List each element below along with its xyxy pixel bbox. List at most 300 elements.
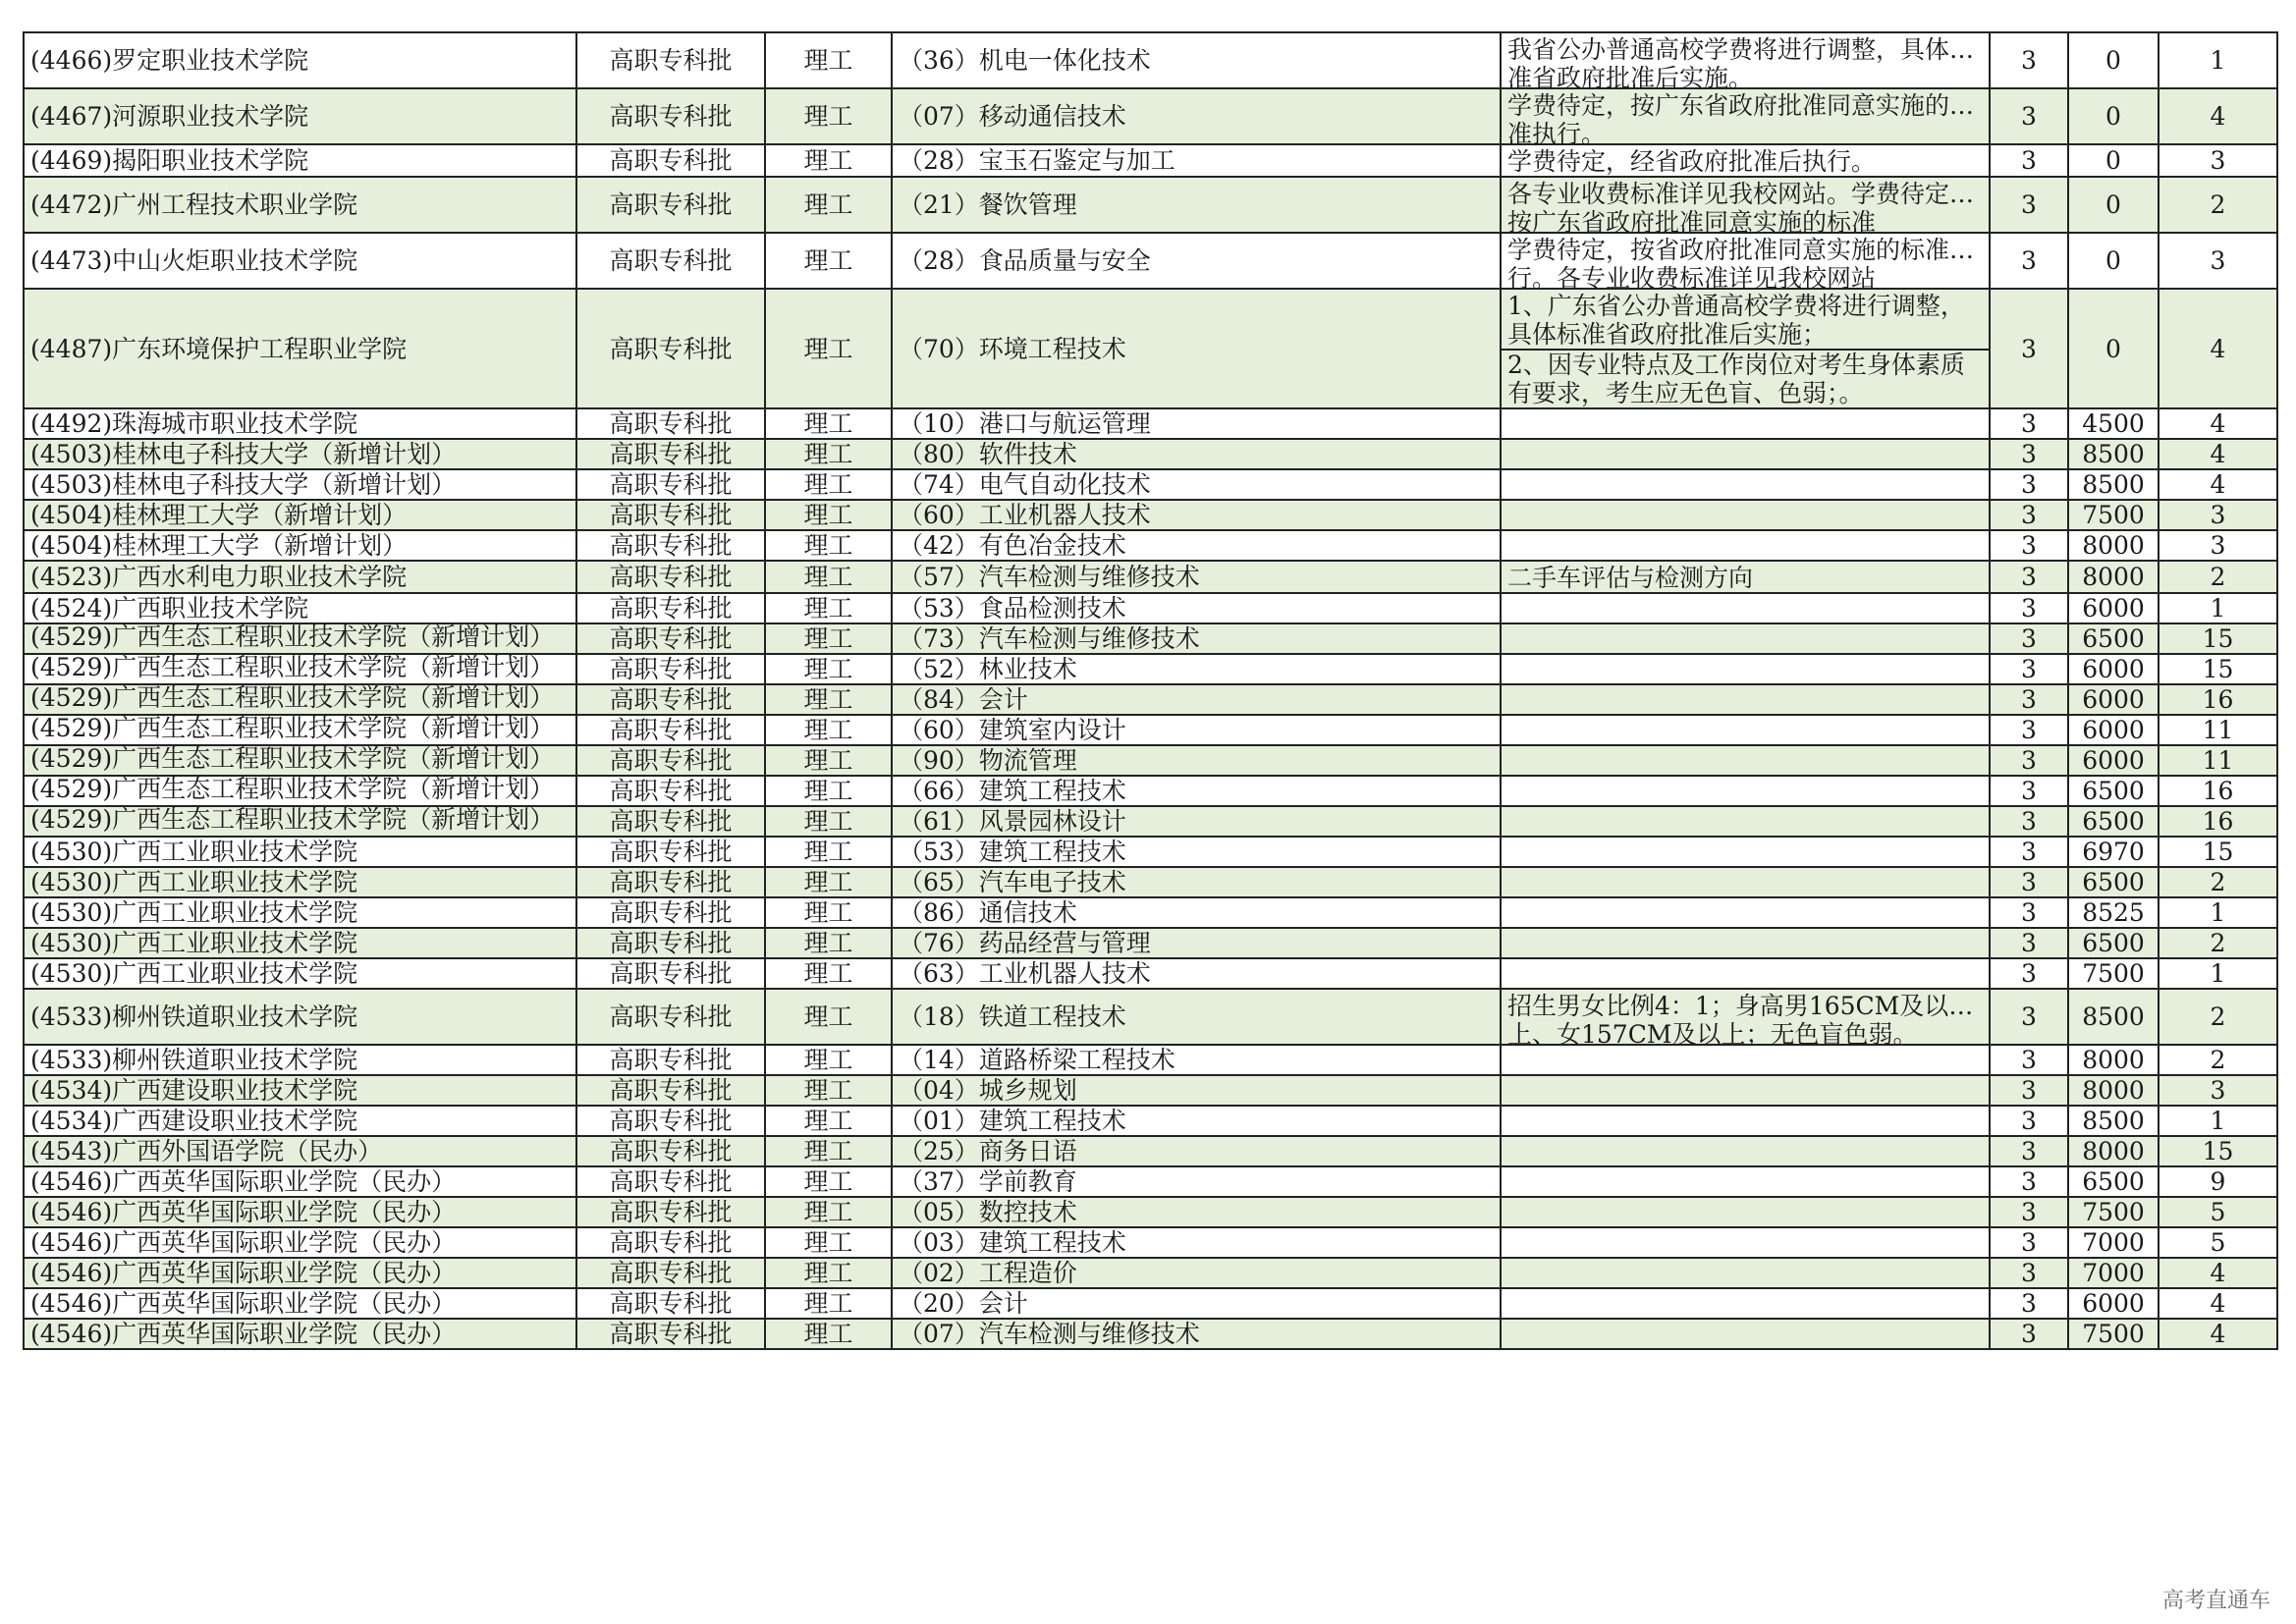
major-cell: （76）药品经营与管理 [892, 928, 1501, 958]
note-cell [1501, 32, 1990, 92]
major-cell: （37）学前教育 [892, 1166, 1501, 1197]
plan-cell: 3 [2159, 144, 2277, 177]
table-row [24, 561, 2277, 593]
school-cell: (4503)桂林电子科技大学（新增计划） [24, 439, 576, 469]
admission-plan-table [23, 31, 2278, 1350]
school-cell: (4487)广东环境保护工程职业学院 [24, 289, 576, 408]
note-cell [1501, 958, 1990, 989]
major-cell: （52）林业技术 [892, 654, 1501, 684]
plan-cell: 2 [2159, 177, 2277, 233]
major-cell: （53）食品检测技术 [892, 593, 1501, 623]
note-cell [1501, 1136, 1990, 1166]
school-cell: (4534)广西建设职业技术学院 [24, 1075, 576, 1106]
major-cell: （80）软件技术 [892, 439, 1501, 469]
note-cell [1501, 439, 1990, 469]
years-cell: 3 [1990, 928, 2068, 958]
years-cell: 3 [1990, 1136, 2068, 1166]
note-cell [1501, 989, 1990, 1049]
fee-cell: 0 [2068, 233, 2159, 289]
batch-cell: 高职专科批 [576, 88, 765, 144]
plan-cell: 15 [2159, 623, 2277, 654]
table-row [24, 289, 2277, 408]
fee-cell: 8000 [2068, 1045, 2159, 1075]
batch-cell: 高职专科批 [576, 989, 765, 1045]
major-cell: （57）汽车检测与维修技术 [892, 561, 1501, 593]
plan-cell: 3 [2159, 500, 2277, 530]
category-cell: 理工 [765, 1075, 892, 1106]
batch-cell: 高职专科批 [576, 654, 765, 684]
school-cell: (4472)广州工程技术职业学院 [24, 177, 576, 233]
plan-cell: 4 [2159, 439, 2277, 469]
school-cell: (4529)广西生态工程职业技术学院（新增计划） [24, 715, 576, 745]
note-text: 学费待定，经省政府批准后执行。 [1507, 147, 1877, 176]
major-cell: （07）汽车检测与维修技术 [892, 1319, 1501, 1349]
plan-cell: 1 [2159, 32, 2277, 88]
plan-cell: 2 [2159, 1045, 2277, 1075]
school-cell: (4546)广西英华国际职业学院（民办） [24, 1288, 576, 1319]
table-row [24, 1258, 2277, 1288]
category-cell: 理工 [765, 1136, 892, 1166]
years-cell: 3 [1990, 958, 2068, 989]
note-cell [1501, 1227, 1990, 1258]
note-cell [1501, 684, 1990, 715]
school-cell: (4530)广西工业职业技术学院 [24, 958, 576, 989]
batch-cell: 高职专科批 [576, 684, 765, 715]
plan-cell: 4 [2159, 469, 2277, 500]
major-cell: （05）数控技术 [892, 1197, 1501, 1227]
school-cell: (4533)柳州铁道职业技术学院 [24, 1045, 576, 1075]
note-cell [1501, 1166, 1990, 1197]
school-cell: (4530)广西工业职业技术学院 [24, 867, 576, 897]
major-cell: （63）工业机器人技术 [892, 958, 1501, 989]
note-cell [1501, 806, 1990, 837]
school-cell: (4524)广西职业技术学院 [24, 593, 576, 623]
major-cell: （53）建筑工程技术 [892, 837, 1501, 867]
table-row [24, 1166, 2277, 1197]
plan-cell: 15 [2159, 837, 2277, 867]
category-cell: 理工 [765, 623, 892, 654]
years-cell: 3 [1990, 593, 2068, 623]
years-cell: 3 [1990, 1166, 2068, 1197]
plan-cell: 2 [2159, 928, 2277, 958]
fee-cell: 7500 [2068, 958, 2159, 989]
batch-cell: 高职专科批 [576, 745, 765, 776]
category-cell: 理工 [765, 897, 892, 928]
fee-cell: 7500 [2068, 1197, 2159, 1227]
table-row [24, 1288, 2277, 1319]
major-cell: （42）有色冶金技术 [892, 530, 1501, 561]
plan-cell: 3 [2159, 1075, 2277, 1106]
years-cell: 3 [1990, 623, 2068, 654]
category-cell: 理工 [765, 1197, 892, 1227]
fee-cell: 6500 [2068, 776, 2159, 806]
plan-cell: 15 [2159, 654, 2277, 684]
fee-cell: 8500 [2068, 1106, 2159, 1136]
table-row [24, 745, 2277, 776]
note-cell [1501, 530, 1990, 561]
plan-cell: 15 [2159, 1136, 2277, 1166]
batch-cell: 高职专科批 [576, 289, 765, 408]
fee-cell: 7000 [2068, 1258, 2159, 1288]
category-cell: 理工 [765, 989, 892, 1045]
table-row [24, 654, 2277, 684]
note-text: 二手车评估与检测方向 [1507, 564, 1754, 592]
note-cell [1501, 623, 1990, 654]
fee-cell: 6970 [2068, 837, 2159, 867]
batch-cell: 高职专科批 [576, 593, 765, 623]
batch-cell: 高职专科批 [576, 439, 765, 469]
school-cell: (4529)广西生态工程职业技术学院（新增计划） [24, 623, 576, 654]
major-cell: （03）建筑工程技术 [892, 1227, 1501, 1258]
batch-cell: 高职专科批 [576, 806, 765, 837]
batch-cell: 高职专科批 [576, 1227, 765, 1258]
note-text: 1、广东省公办普通高校学费将进行调整，具体标准省政府批准后实施； [1507, 292, 1965, 349]
note-cell [1501, 408, 1990, 439]
school-cell: (4503)桂林电子科技大学（新增计划） [24, 469, 576, 500]
major-cell: （21）餐饮管理 [892, 177, 1501, 233]
years-cell: 3 [1990, 88, 2068, 144]
years-cell: 3 [1990, 1288, 2068, 1319]
plan-cell: 11 [2159, 715, 2277, 745]
school-cell: (4534)广西建设职业技术学院 [24, 1106, 576, 1136]
note-text: 招生男女比例4：1；身高男165CM及以上、女157CM及以上；无色盲色弱。 [1507, 992, 1949, 1049]
batch-cell: 高职专科批 [576, 469, 765, 500]
major-cell: （20）会计 [892, 1288, 1501, 1319]
school-cell: (4546)广西英华国际职业学院（民办） [24, 1197, 576, 1227]
plan-cell: 11 [2159, 745, 2277, 776]
fee-cell: 0 [2068, 88, 2159, 144]
note-cell [1501, 1197, 1990, 1227]
watermark: 高考直通车 [2161, 1589, 2270, 1613]
fee-cell: 7500 [2068, 1319, 2159, 1349]
fee-cell: 6500 [2068, 1166, 2159, 1197]
table-row [24, 715, 2277, 745]
years-cell: 3 [1990, 530, 2068, 561]
school-cell: (4466)罗定职业技术学院 [24, 32, 576, 88]
category-cell: 理工 [765, 1258, 892, 1288]
note-cell [1501, 144, 1990, 177]
years-cell: 3 [1990, 32, 2068, 88]
category-cell: 理工 [765, 593, 892, 623]
note-cell [1501, 1319, 1990, 1349]
fee-cell: 6500 [2068, 867, 2159, 897]
category-cell: 理工 [765, 867, 892, 897]
school-cell: (4543)广西外国语学院（民办） [24, 1136, 576, 1166]
fee-cell: 7000 [2068, 1227, 2159, 1258]
category-cell: 理工 [765, 32, 892, 88]
table-row [24, 88, 2277, 144]
category-cell: 理工 [765, 469, 892, 500]
table-row [24, 177, 2277, 233]
category-cell: 理工 [765, 233, 892, 289]
plan-cell: 16 [2159, 806, 2277, 837]
plan-cell: 1 [2159, 1106, 2277, 1136]
school-cell: (4529)广西生态工程职业技术学院（新增计划） [24, 684, 576, 715]
table-row [24, 897, 2277, 928]
years-cell: 3 [1990, 561, 2068, 593]
plan-cell: 2 [2159, 989, 2277, 1045]
plan-cell: 1 [2159, 958, 2277, 989]
category-cell: 理工 [765, 806, 892, 837]
table-row [24, 144, 2277, 177]
fee-cell: 6500 [2068, 806, 2159, 837]
years-cell: 3 [1990, 715, 2068, 745]
school-cell: (4469)揭阳职业技术学院 [24, 144, 576, 177]
fee-cell: 6000 [2068, 684, 2159, 715]
table-row [24, 593, 2277, 623]
batch-cell: 高职专科批 [576, 1319, 765, 1349]
years-cell: 3 [1990, 1106, 2068, 1136]
fee-cell: 0 [2068, 32, 2159, 88]
fee-cell: 6000 [2068, 593, 2159, 623]
table-row [24, 684, 2277, 715]
fee-cell: 0 [2068, 289, 2159, 408]
note-cell [1501, 233, 1990, 293]
batch-cell: 高职专科批 [576, 928, 765, 958]
school-cell: (4529)广西生态工程职业技术学院（新增计划） [24, 745, 576, 776]
category-cell: 理工 [765, 500, 892, 530]
table-row [24, 776, 2277, 806]
years-cell: 3 [1990, 897, 2068, 928]
years-cell: 3 [1990, 1045, 2068, 1075]
fee-cell: 6000 [2068, 1288, 2159, 1319]
note-cell [1501, 1288, 1990, 1319]
note-cell [1501, 654, 1990, 684]
batch-cell: 高职专科批 [576, 1045, 765, 1075]
note-text: 我省公办普通高校学费将进行调整，具体标准省政府批准后实施。 [1507, 35, 1975, 92]
plan-cell: 4 [2159, 1258, 2277, 1288]
category-cell: 理工 [765, 289, 892, 408]
fee-cell: 6000 [2068, 654, 2159, 684]
table-row [24, 989, 2277, 1045]
category-cell: 理工 [765, 745, 892, 776]
years-cell: 3 [1990, 684, 2068, 715]
note-cell [1501, 289, 1990, 408]
note-cell [1501, 928, 1990, 958]
batch-cell: 高职专科批 [576, 1136, 765, 1166]
major-cell: （60）建筑室内设计 [892, 715, 1501, 745]
years-cell: 3 [1990, 837, 2068, 867]
note-cell [1501, 745, 1990, 776]
major-cell: （70）环境工程技术 [892, 289, 1501, 408]
major-cell: （86）通信技术 [892, 897, 1501, 928]
major-cell: （25）商务日语 [892, 1136, 1501, 1166]
school-cell: (4546)广西英华国际职业学院（民办） [24, 1166, 576, 1197]
school-cell: (4530)广西工业职业技术学院 [24, 897, 576, 928]
batch-cell: 高职专科批 [576, 1258, 765, 1288]
school-cell: (4530)广西工业职业技术学院 [24, 928, 576, 958]
batch-cell: 高职专科批 [576, 958, 765, 989]
table-row [24, 623, 2277, 654]
category-cell: 理工 [765, 958, 892, 989]
plan-cell: 4 [2159, 408, 2277, 439]
category-cell: 理工 [765, 1288, 892, 1319]
years-cell: 3 [1990, 989, 2068, 1045]
years-cell: 3 [1990, 439, 2068, 469]
table-row [24, 1045, 2277, 1075]
years-cell: 3 [1990, 654, 2068, 684]
school-cell: (4546)广西英华国际职业学院（民办） [24, 1258, 576, 1288]
school-cell: (4504)桂林理工大学（新增计划） [24, 500, 576, 530]
fee-cell: 6000 [2068, 745, 2159, 776]
fee-cell: 4500 [2068, 408, 2159, 439]
plan-cell: 4 [2159, 1319, 2277, 1349]
note-cell [1501, 561, 1990, 593]
plan-cell: 4 [2159, 289, 2277, 408]
fee-cell: 8000 [2068, 530, 2159, 561]
fee-cell: 8500 [2068, 439, 2159, 469]
major-cell: （90）物流管理 [892, 745, 1501, 776]
school-cell: (4529)广西生态工程职业技术学院（新增计划） [24, 806, 576, 837]
table-row [24, 1075, 2277, 1106]
fee-cell: 8525 [2068, 897, 2159, 928]
note-text: 学费待定，按广东省政府批准同意实施的标准执行。 [1507, 91, 1975, 148]
table-row [24, 233, 2277, 289]
batch-cell: 高职专科批 [576, 408, 765, 439]
batch-cell: 高职专科批 [576, 897, 765, 928]
batch-cell: 高职专科批 [576, 1166, 765, 1197]
fee-cell: 6500 [2068, 928, 2159, 958]
category-cell: 理工 [765, 144, 892, 177]
school-cell: (4504)桂林理工大学（新增计划） [24, 530, 576, 561]
years-cell: 3 [1990, 233, 2068, 289]
major-cell: （28）食品质量与安全 [892, 233, 1501, 289]
category-cell: 理工 [765, 928, 892, 958]
note-cell [1501, 1258, 1990, 1288]
major-cell: （04）城乡规划 [892, 1075, 1501, 1106]
category-cell: 理工 [765, 177, 892, 233]
years-cell: 3 [1990, 1319, 2068, 1349]
plan-cell: 5 [2159, 1227, 2277, 1258]
fee-cell: 6000 [2068, 715, 2159, 745]
table-row [24, 1197, 2277, 1227]
years-cell: 3 [1990, 469, 2068, 500]
category-cell: 理工 [765, 1045, 892, 1075]
fee-cell: 8500 [2068, 469, 2159, 500]
major-cell: （02）工程造价 [892, 1258, 1501, 1288]
fee-cell: 0 [2068, 144, 2159, 177]
note-cell [1501, 837, 1990, 867]
batch-cell: 高职专科批 [576, 837, 765, 867]
plan-cell: 16 [2159, 684, 2277, 715]
years-cell: 3 [1990, 500, 2068, 530]
category-cell: 理工 [765, 654, 892, 684]
years-cell: 3 [1990, 1075, 2068, 1106]
plan-cell: 1 [2159, 593, 2277, 623]
batch-cell: 高职专科批 [576, 233, 765, 289]
table-row [24, 837, 2277, 867]
table-row [24, 1319, 2277, 1349]
years-cell: 3 [1990, 1258, 2068, 1288]
school-cell: (4492)珠海城市职业技术学院 [24, 408, 576, 439]
major-cell: （28）宝玉石鉴定与加工 [892, 144, 1501, 177]
years-cell: 3 [1990, 776, 2068, 806]
fee-cell: 8000 [2068, 1075, 2159, 1106]
table-row [24, 1106, 2277, 1136]
batch-cell: 高职专科批 [576, 623, 765, 654]
note-cell [1501, 1106, 1990, 1136]
school-cell: (4546)广西英华国际职业学院（民办） [24, 1227, 576, 1258]
plan-cell: 4 [2159, 1288, 2277, 1319]
batch-cell: 高职专科批 [576, 776, 765, 806]
major-cell: （36）机电一体化技术 [892, 32, 1501, 88]
major-cell: （74）电气自动化技术 [892, 469, 1501, 500]
category-cell: 理工 [765, 715, 892, 745]
note-text: 学费待定，按省政府批准同意实施的标准执行。各专业收费标准详见我校网站 [1507, 236, 1975, 293]
note-cell [1501, 593, 1990, 623]
category-cell: 理工 [765, 837, 892, 867]
note-text: 各专业收费标准详见我校网站。学费待定，按广东省政府批准同意实施的标准 [1507, 180, 1975, 237]
category-cell: 理工 [765, 408, 892, 439]
years-cell: 3 [1990, 867, 2068, 897]
school-cell: (4529)广西生态工程职业技术学院（新增计划） [24, 776, 576, 806]
major-cell: （84）会计 [892, 684, 1501, 715]
category-cell: 理工 [765, 1106, 892, 1136]
table-row [24, 439, 2277, 469]
plan-cell: 16 [2159, 776, 2277, 806]
plan-cell: 3 [2159, 530, 2277, 561]
school-cell: (4546)广西英华国际职业学院（民办） [24, 1319, 576, 1349]
batch-cell: 高职专科批 [576, 1106, 765, 1136]
note-text-secondary: 2、因专业特点及工作岗位对考生身体素质有要求，考生应无色盲、色弱；。 [1502, 349, 1989, 407]
years-cell: 3 [1990, 289, 2068, 408]
category-cell: 理工 [765, 561, 892, 593]
fee-cell: 8000 [2068, 1136, 2159, 1166]
plan-cell: 2 [2159, 867, 2277, 897]
table-row [24, 958, 2277, 989]
fee-cell: 8000 [2068, 561, 2159, 593]
years-cell: 3 [1990, 177, 2068, 233]
school-cell: (4529)广西生态工程职业技术学院（新增计划） [24, 654, 576, 684]
plan-cell: 4 [2159, 88, 2277, 144]
note-cell [1501, 88, 1990, 148]
table-row [24, 1136, 2277, 1166]
batch-cell: 高职专科批 [576, 867, 765, 897]
plan-cell: 1 [2159, 897, 2277, 928]
years-cell: 3 [1990, 745, 2068, 776]
school-cell: (4523)广西水利电力职业技术学院 [24, 561, 576, 593]
years-cell: 3 [1990, 144, 2068, 177]
plan-cell: 5 [2159, 1197, 2277, 1227]
school-cell: (4467)河源职业技术学院 [24, 88, 576, 144]
category-cell: 理工 [765, 439, 892, 469]
note-cell [1501, 776, 1990, 806]
major-cell: （07）移动通信技术 [892, 88, 1501, 144]
batch-cell: 高职专科批 [576, 1197, 765, 1227]
batch-cell: 高职专科批 [576, 1075, 765, 1106]
plan-cell: 2 [2159, 561, 2277, 593]
note-cell [1501, 1075, 1990, 1106]
major-cell: （65）汽车电子技术 [892, 867, 1501, 897]
batch-cell: 高职专科批 [576, 715, 765, 745]
note-cell [1501, 469, 1990, 500]
major-cell: （14）道路桥梁工程技术 [892, 1045, 1501, 1075]
major-cell: （73）汽车检测与维修技术 [892, 623, 1501, 654]
fee-cell: 0 [2068, 177, 2159, 233]
table-row [24, 867, 2277, 897]
batch-cell: 高职专科批 [576, 177, 765, 233]
school-cell: (4473)中山火炬职业技术学院 [24, 233, 576, 289]
years-cell: 3 [1990, 806, 2068, 837]
category-cell: 理工 [765, 776, 892, 806]
fee-cell: 6500 [2068, 623, 2159, 654]
note-cell [1501, 1045, 1990, 1075]
years-cell: 3 [1990, 1227, 2068, 1258]
batch-cell: 高职专科批 [576, 530, 765, 561]
years-cell: 3 [1990, 408, 2068, 439]
note-cell [1501, 715, 1990, 745]
batch-cell: 高职专科批 [576, 32, 765, 88]
